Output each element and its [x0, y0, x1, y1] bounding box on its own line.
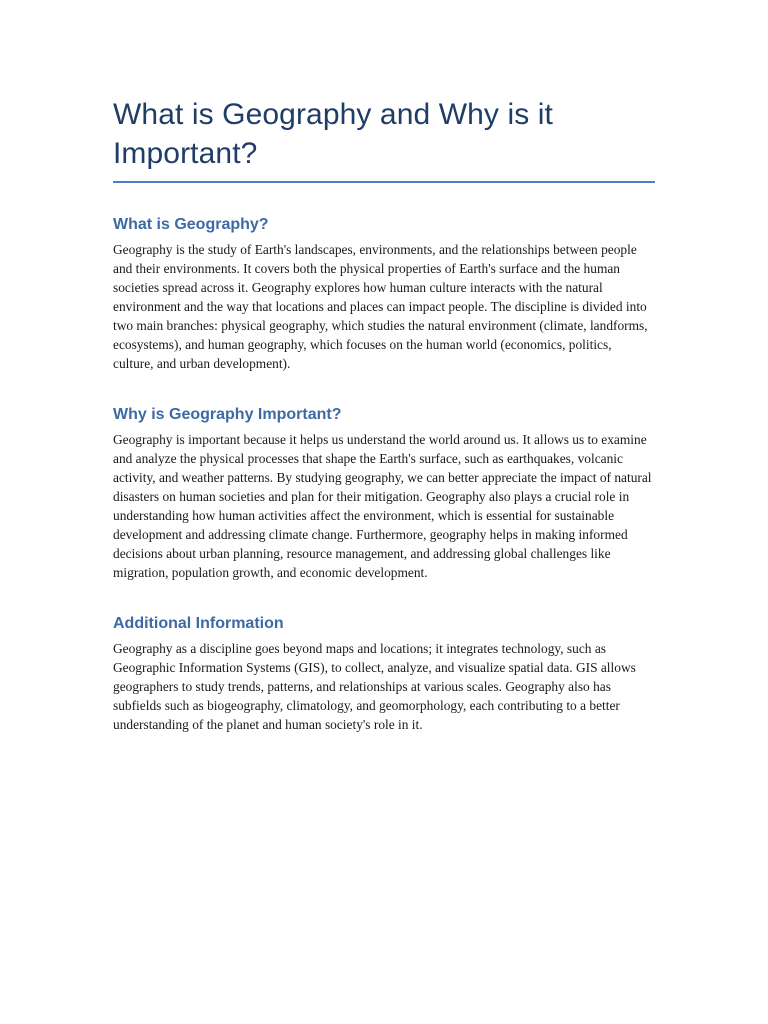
section-heading: Why is Geography Important?	[113, 406, 342, 423]
document-page	[113, 95, 655, 734]
section-additional-information	[113, 614, 655, 734]
section-heading: What is Geography?	[113, 216, 269, 233]
section-what-is-geography	[113, 215, 655, 373]
section-paragraph: Geography is important because it helps us understand the world around us. It allows us to examine and analyze the physical processes that shape the Earth's surface, such as earthquakes, volcanic activity, and weather patterns. By studying geography, we can better appreciate the impact of natural disasters on human societies and plan for their mitigation. Geography also plays a crucial role in understanding how human activities affect the environment, which is essential for sustainable development and addressing climate change. Furthermore, geography helps in making informed decisions about urban planning, resource management, and addressing global challenges like migration, population growth, and economic development.	[113, 432, 652, 580]
document-title: What is Geography and Why is it Important?	[113, 95, 655, 183]
section-paragraph: Geography as a discipline goes beyond maps and locations; it integrates technology, such as Geographic Information Systems (GIS), to collect, analyze, and visualize spatial data. GIS allows geographers to study trends, patterns, and relationships at various scales. Geography also has subfields such as biogeography, climatology, and geomorphology, each contributing to a better understanding of the planet and human society's role in it.	[113, 641, 636, 732]
section-paragraph: Geography is the study of Earth's landscapes, environments, and the relationships between people and their environments. It covers both the physical properties of Earth's surface and the human societies spread across it. Geography explores how human culture interacts with the natural environment and the way that locations and places can impact people. The discipline is divided into two main branches: physical geography, which studies the natural environment (climate, landforms, ecosystems), and human geography, which focuses on the human world (economics, politics, culture, and urban development).	[113, 242, 648, 371]
section-heading: Additional Information	[113, 615, 284, 632]
section-why-geography-important	[113, 405, 655, 582]
